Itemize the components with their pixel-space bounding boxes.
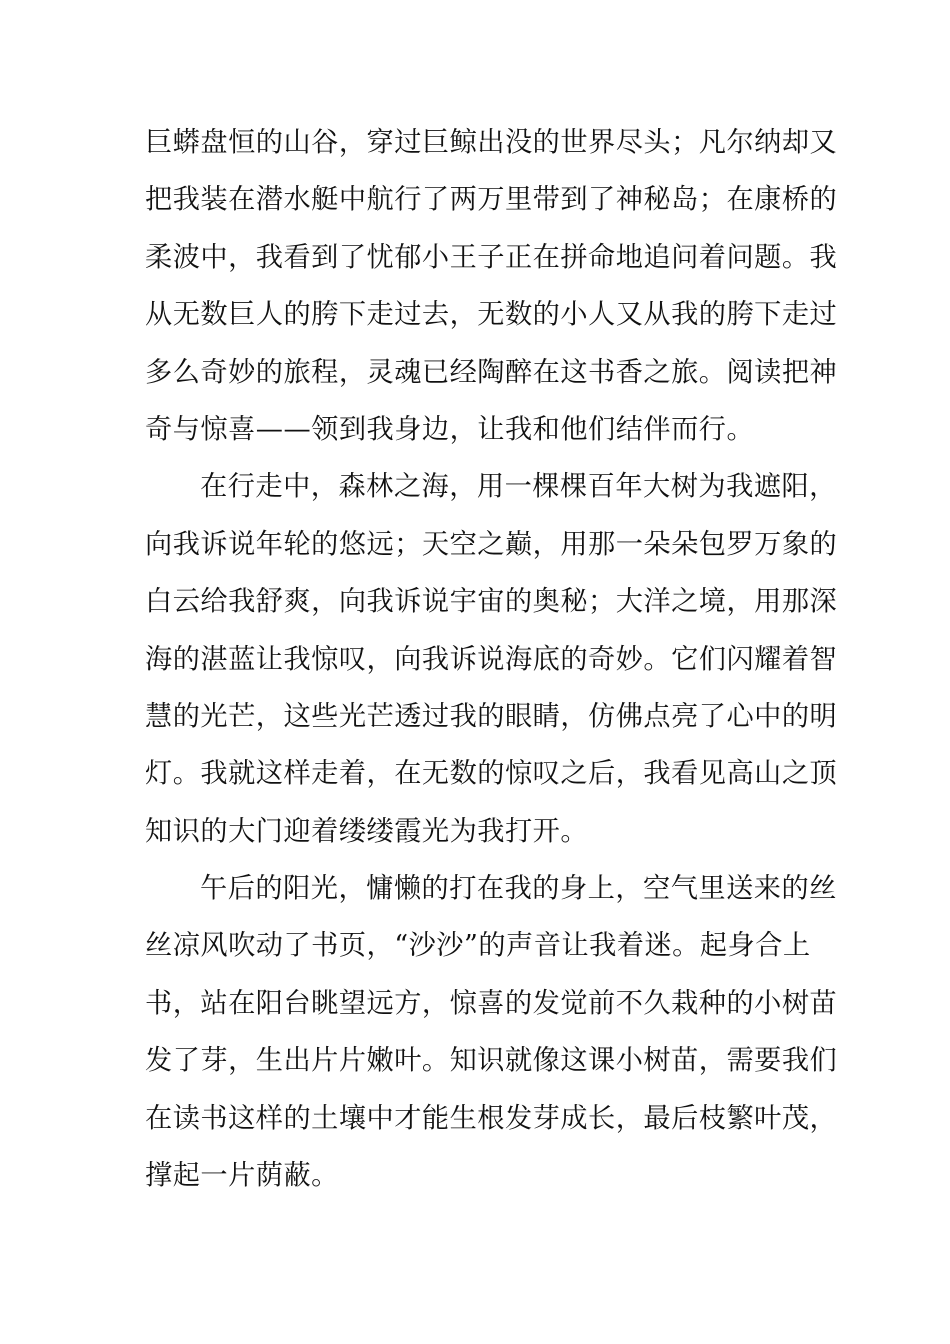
text-line: 在读书这样的土壤中才能生根发芽成长，最后枝繁叶茂，: [145, 1102, 838, 1134]
text-line: 白云给我舒爽，向我诉说宇宙的奥秘；大洋之境，用那深: [145, 586, 838, 618]
text-line: 午后的阳光，慵懒的打在我的身上，空气里送来的丝: [200, 873, 837, 905]
paragraph-3: [145, 860, 838, 1204]
paragraph-2: [145, 458, 838, 860]
paragraph-1: [145, 114, 838, 458]
text-line: 多么奇妙的旅程，灵魂已经陶醉在这书香之旅。阅读把神: [145, 356, 838, 388]
text-line: 向我诉说年轮的悠远；天空之巅，用那一朵朵包罗万象的: [145, 528, 838, 560]
text-line: 把我装在潜水艇中航行了两万里带到了神秘岛；在康桥的: [145, 184, 838, 216]
text-line: 丝凉风吹动了书页，“沙沙”的声音让我着迷。起身合上: [145, 930, 811, 962]
document-body: [145, 114, 838, 1204]
text-line: 灯。我就这样走着，在无数的惊叹之后，我看见高山之顶: [145, 758, 838, 790]
text-line: 巨蟒盘恒的山谷，穿过巨鲸出没的世界尽头；凡尔纳却又: [145, 127, 838, 158]
text-line: 慧的光芒，这些光芒透过我的眼睛，仿佛点亮了心中的明: [145, 700, 838, 732]
text-line: 奇与惊喜——领到我身边，让我和他们结伴而行。: [145, 413, 755, 445]
text-line: 柔波中，我看到了忧郁小王子正在拼命地追问着问题。我: [145, 241, 838, 273]
text-line: 知识的大门迎着缕缕霞光为我打开。: [145, 815, 589, 847]
text-line: 在行走中，森林之海，用一棵棵百年大树为我遮阳，: [200, 471, 837, 503]
text-line: 书，站在阳台眺望远方，惊喜的发觉前不久栽种的小树苗: [145, 987, 838, 1019]
text-line: 海的湛蓝让我惊叹，向我诉说海底的奇妙。它们闪耀着智: [145, 643, 838, 675]
text-line: 从无数巨人的胯下走过去，无数的小人又从我的胯下走过: [145, 299, 838, 331]
text-line: 撑起一片荫蔽。: [145, 1160, 339, 1192]
text-line: 发了芽，生出片片嫩叶。知识就像这课小树苗，需要我们: [145, 1045, 838, 1077]
